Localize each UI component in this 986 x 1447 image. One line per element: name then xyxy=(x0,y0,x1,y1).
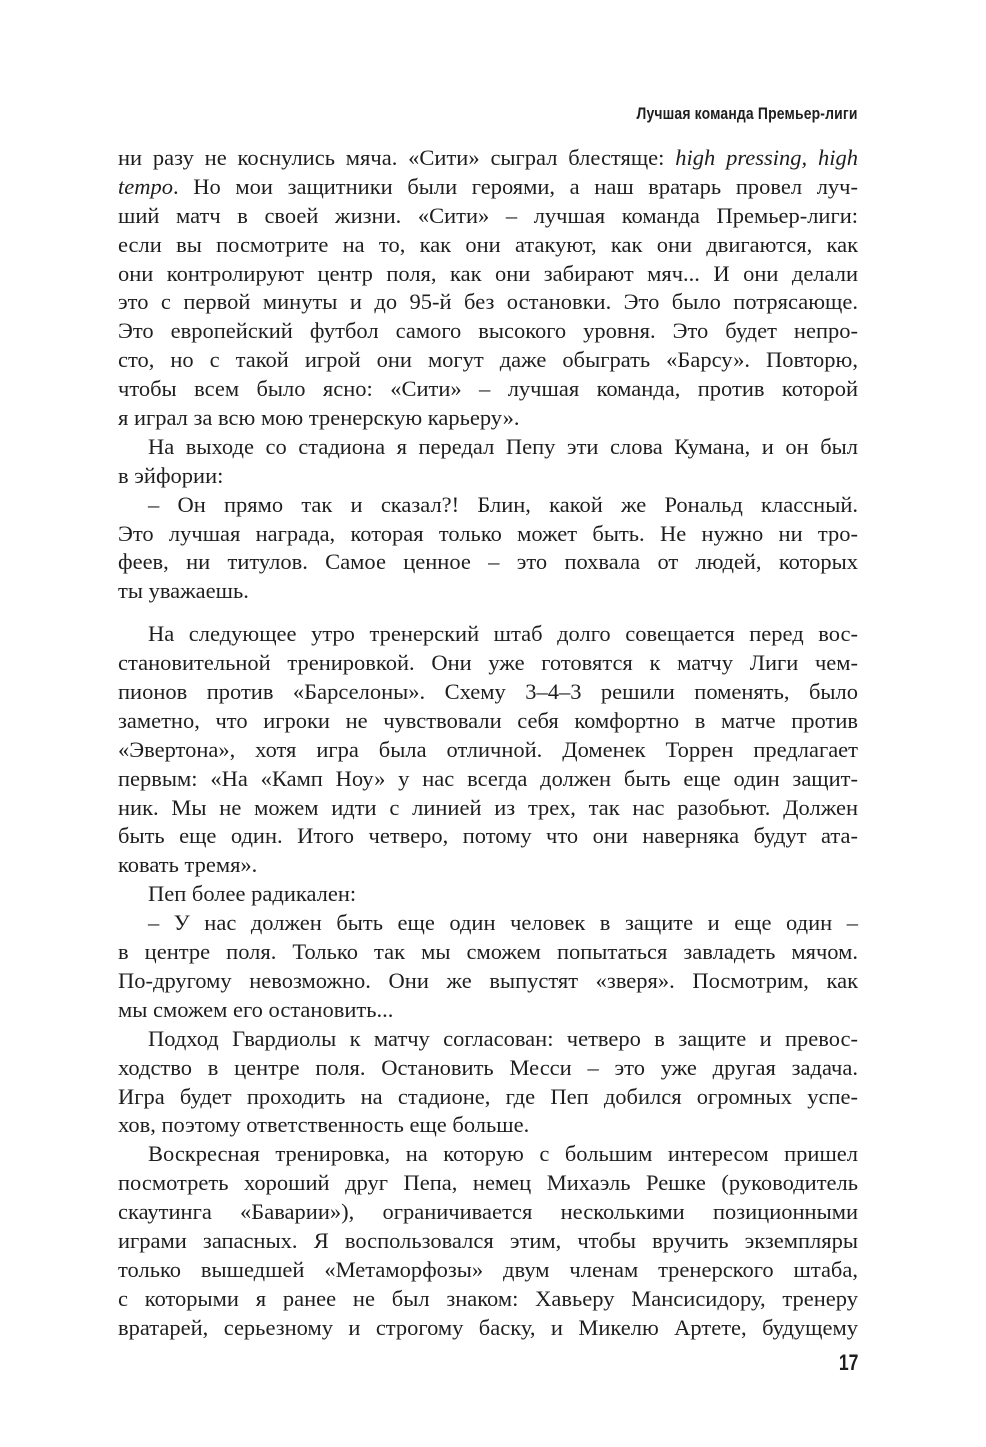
text-line: «Эвертона», хотя игра была отличной. Доменек Торрен предлагает xyxy=(118,736,858,762)
paragraph xyxy=(118,144,858,433)
text-line: пионов против «Барселоны». Схему 3–4–3 решили поменять, было xyxy=(118,679,858,705)
text-line: Это лучшая награда, которая только может быть. Не нужно ни тро- xyxy=(118,520,858,546)
text-line: с которыми я ранее не был знаком: Хавьеру Мансисидору, тренеру xyxy=(118,1285,858,1311)
text-line: ходство в центре поля. Остановить Месси – это уже другая задача. xyxy=(118,1054,858,1080)
text-line: первым: «На «Камп Ноу» у нас всегда должен быть еще один защит- xyxy=(118,765,858,791)
text-line: сто, но с такой игрой они могут даже обыграть «Барсу». Повторю, xyxy=(118,347,858,373)
paragraph xyxy=(118,909,858,1025)
text-line: играми запасных. Я воспользовался этим, чтобы вручить экземпляры xyxy=(118,1227,858,1253)
paragraph xyxy=(118,880,858,909)
text-line: Пеп более радикален: xyxy=(148,881,357,907)
text-line: посмотреть хороший друг Пепа, немец Михаэль Решке (руководитель xyxy=(118,1170,858,1196)
paragraph xyxy=(118,202,858,433)
text-line: чтобы всем было ясно: «Сити» – лучшая команда, против которой xyxy=(118,376,858,402)
body-text xyxy=(118,144,858,1343)
text-line: скаутинга «Баварии»), ограничивается несколькими позиционными xyxy=(118,1199,858,1225)
text-line: быть еще один. Итого четверо, потому что они наверняка будут ата- xyxy=(118,823,858,849)
text-line xyxy=(118,144,858,173)
running-header: Лучшая команда Премьер-лиги xyxy=(636,104,858,123)
paragraph xyxy=(118,491,858,607)
text-line: Подход Гвардиолы к матчу согласован: четверо в защите и превос- xyxy=(148,1025,858,1051)
text-line: Воскресная тренировка, на которую с большим интересом пришел xyxy=(148,1141,858,1167)
paragraph xyxy=(118,1025,858,1141)
italic-phrase: tempo xyxy=(118,173,173,199)
text-segment: . Но мои защитники были героями, а наш вратарь провел луч- xyxy=(173,173,858,199)
text-line: становительной тренировкой. Они уже готовятся к матчу Лиги чем- xyxy=(118,650,858,676)
text-line: – Он прямо так и сказал?! Блин, какой же Рональд классный. xyxy=(148,491,858,517)
text-line: только вышедшей «Метаморфозы» двум членам тренерского штаба, xyxy=(118,1256,858,1282)
paragraph xyxy=(118,620,858,880)
page-number: 17 xyxy=(838,1350,858,1375)
section-break xyxy=(118,606,858,620)
text-line: Игра будет проходить на стадионе, где Пеп добился огромных успе- xyxy=(118,1083,858,1109)
text-line: они контролируют центр поля, как они забирают мяч... И они делали xyxy=(118,260,858,286)
text-line: заметно, что игроки не чувствовали себя комфортно в матче против xyxy=(118,707,858,733)
text-line: ты уважаешь. xyxy=(118,578,249,604)
text-segment: ни разу не коснулись мяча. «Сити» сыграл блестяще: xyxy=(118,145,676,170)
text-line xyxy=(118,173,858,202)
text-line: я играл за всю мою тренерскую карьеру». xyxy=(118,405,520,431)
text-line: Это европейский футбол самого высокого уровня. Это будет непро- xyxy=(118,318,858,344)
text-line: в эйфории: xyxy=(118,462,224,488)
paragraph xyxy=(118,1140,858,1342)
text-line: это с первой минуты и до 95-й без остановки. Это было потрясающе. xyxy=(118,289,858,315)
paragraph xyxy=(118,433,858,491)
text-line: – У нас должен быть еще один человек в защите и еще один – xyxy=(148,910,858,936)
text-line: вратарей, серьезному и строгому баску, и Микелю Артете, будущему xyxy=(118,1314,858,1340)
text-line: феев, ни титулов. Самое ценное – это похвала от людей, которых xyxy=(118,549,858,575)
text-line: ник. Мы не можем идти с линией из трех, так нас разобьют. Должен xyxy=(118,794,858,820)
text-line: По-другому невозможно. Они же выпустят «зверя». Посмотрим, как xyxy=(118,967,858,993)
text-line: ковать тремя». xyxy=(118,852,258,878)
text-line: мы сможем его остановить... xyxy=(118,996,394,1022)
text-line: На выходе со стадиона я передал Пепу эти слова Кумана, и он был xyxy=(148,433,858,459)
text-line: хов, поэтому ответственность еще больше. xyxy=(118,1112,530,1138)
text-line: если вы посмотрите на то, как они атакуют, как они двигаются, как xyxy=(118,231,858,257)
italic-phrase: high pressing, high xyxy=(675,145,858,170)
text-line: На следующее утро тренерский штаб долго совещается перед вос- xyxy=(148,621,858,647)
text-line: в центре поля. Только так мы сможем попытаться завладеть мячом. xyxy=(118,939,858,965)
text-line: ший матч в своей жизни. «Сити» – лучшая команда Премьер-лиги: xyxy=(118,202,858,228)
